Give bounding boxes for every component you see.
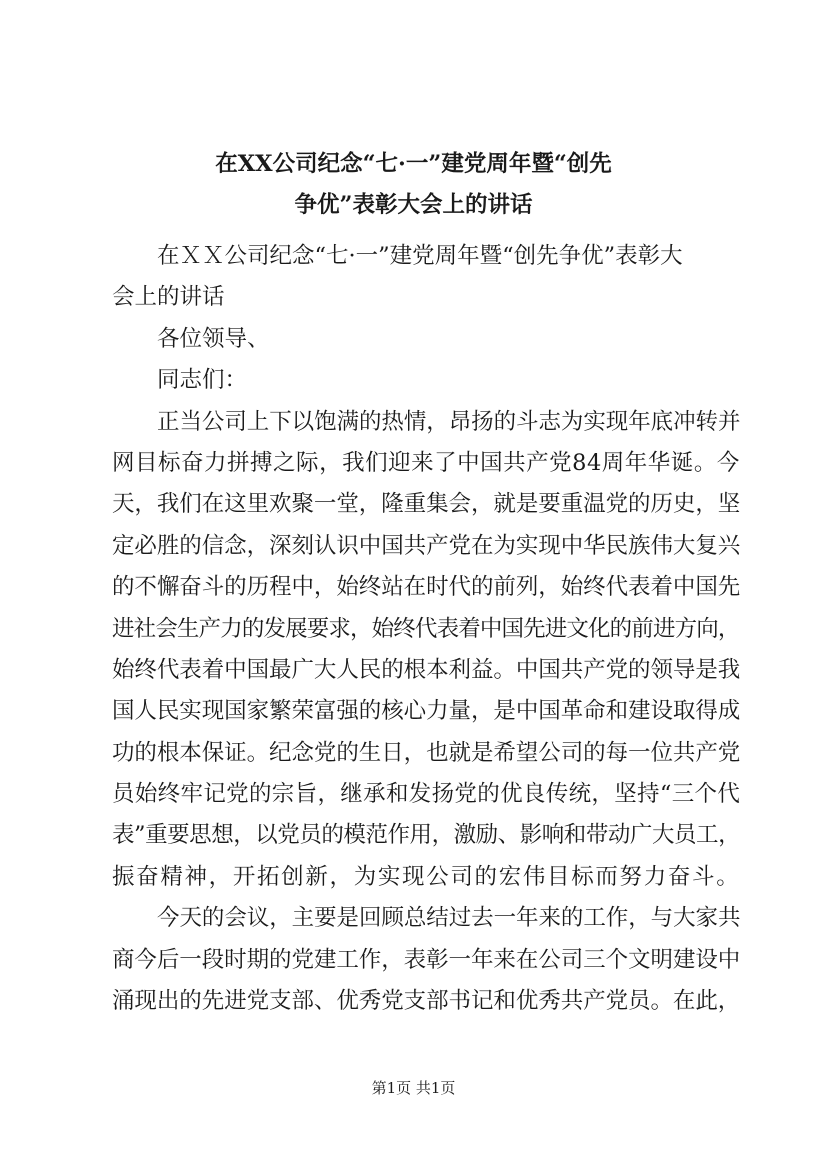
body-line: 员始终牢记党的宗旨，继承和发扬党的优良传统，坚持“三个代: [112, 781, 741, 808]
title-line: 争优”表彰大会上的讲话: [294, 192, 533, 219]
body-line: 商今后一段时期的党建工作，表彰一年来在公司三个文明建设中: [112, 946, 741, 973]
body-line: 在ＸＸ公司纪念“七·一”建党周年暨“创先争优”表彰大: [157, 243, 683, 269]
body-line: 振奋精神，开拓创新，为实现公司的宏伟目标而努力奋斗。: [112, 863, 741, 890]
body-line: 国人民实现国家繁荣富强的核心力量，是中国革命和建设取得成: [112, 698, 741, 725]
body-line: 今天的会议，主要是回顾总结过去一年来的工作，与大家共: [157, 905, 741, 932]
page-number-footer: 第1页 共1页: [371, 1079, 456, 1097]
body-line: 表”重要思想，以党员的模范作用，激励、影响和带动广大员工，: [112, 822, 741, 849]
body-line: 始终代表着中国最广大人民的根本利益。中国共产党的领导是我: [112, 656, 741, 683]
document-body: [112, 236, 740, 1022]
salutation-line: 各位领导、: [157, 325, 270, 352]
document-title: [100, 144, 727, 227]
body-line: 功的根本保证。纪念党的生日，也就是希望公司的每一位共产党: [112, 739, 741, 766]
title-line: 在XX公司纪念“七·一”建党周年暨“创先: [215, 151, 612, 177]
body-line: 涌现出的先进党支部、优秀党支部书记和优秀共产党员。在此，: [112, 988, 741, 1015]
body-line: 网目标奋力拼搏之际，我们迎来了中国共产党84周年华诞。今: [112, 449, 740, 476]
salutation-line: 同志们：: [157, 367, 248, 394]
body-line: 进社会生产力的发展要求，始终代表着中国先进文化的前进方向，: [112, 615, 740, 642]
body-line: 正当公司上下以饱满的热情，昂扬的斗志为实现年底冲转并: [157, 408, 741, 435]
body-line: 天，我们在这里欢聚一堂，隆重集会，就是要重温党的历史，坚: [112, 491, 741, 518]
body-line: 的不懈奋斗的历程中，始终站在时代的前列，始终代表着中国先: [112, 574, 741, 601]
body-line: 会上的讲话: [112, 284, 225, 311]
body-line: 定必胜的信念，深刻认识中国共产党在为实现中华民族伟大复兴: [112, 532, 741, 559]
